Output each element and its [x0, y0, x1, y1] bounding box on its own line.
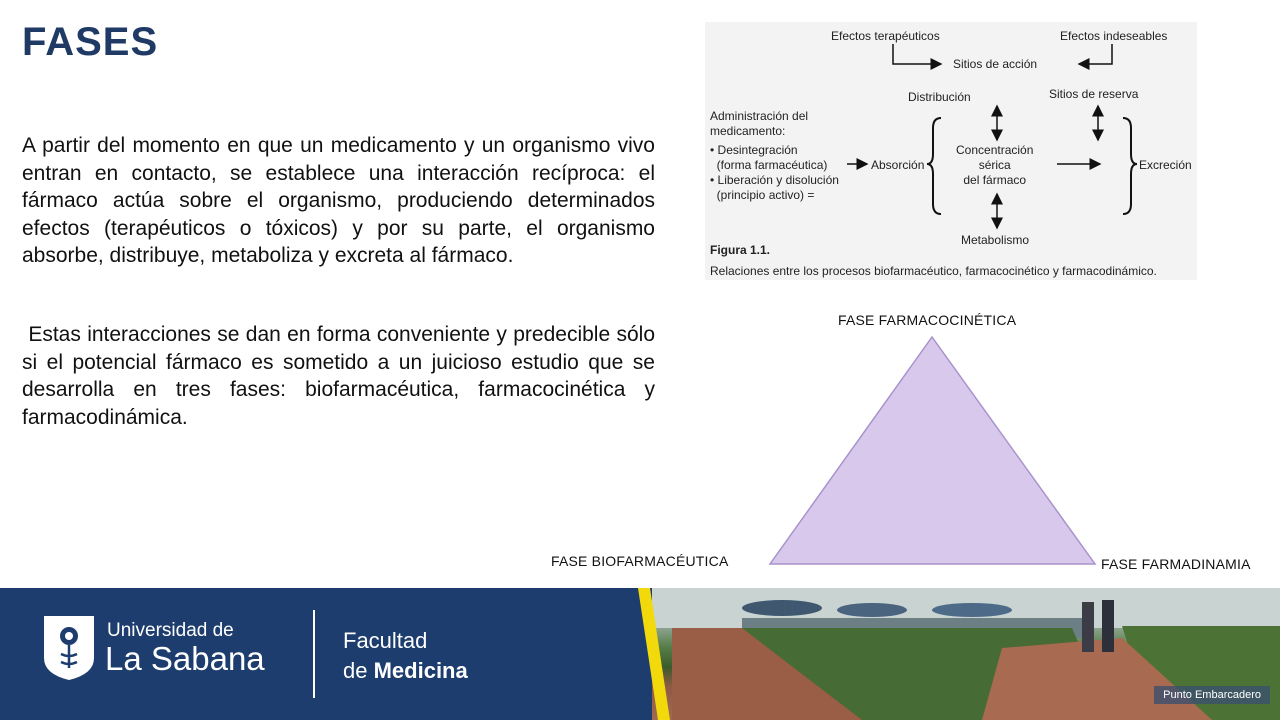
- phases-paragraph: Estas interacciones se dan en forma conveniente y predecible sólo si el potencial fármaco es sometido a un juicioso estudio que se desarrolla en tres fases: biofarmacéutica, farmacocinética y farmacodinámica.: [22, 323, 661, 429]
- university-brand-panel: [0, 588, 652, 720]
- faculty-prefix: de: [343, 658, 374, 683]
- administracion-label: Administración del medicamento:: [710, 109, 809, 138]
- university-name-line1: Universidad de: [107, 620, 234, 641]
- fase-farmacocinetica-label: FASE FARMACOCINÉTICA: [838, 312, 1017, 328]
- distribucion-label: Distribución: [908, 90, 971, 104]
- fase-farmadinamia-label: FASE FARMADINAMIA: [1101, 556, 1251, 572]
- location-badge: Punto Embarcadero: [1154, 686, 1270, 704]
- pharmacology-figure: [705, 22, 1197, 280]
- university-name-line2: La Sabana: [105, 640, 265, 677]
- desintegracion-label: • Desintegración (forma farmacéutica): [710, 143, 828, 172]
- figure-caption-title: Figura 1.1.: [710, 243, 771, 257]
- faculty-line1: Facultad: [343, 628, 428, 653]
- efectos-terapeuticos-label: Efectos terapéuticos: [831, 29, 940, 43]
- campus-photo: [652, 588, 1280, 720]
- metabolismo-label: Metabolismo: [961, 233, 1030, 247]
- concentracion-label: Concentración sérica del fármaco: [956, 143, 1034, 187]
- figure-caption-text: Relaciones entre los procesos biofarmacéutico, farmacocinético y farmacodinámico.: [710, 264, 1157, 278]
- phases-triangle: [760, 330, 1105, 570]
- university-shield-icon: [42, 614, 96, 682]
- slide-title: FASES: [22, 20, 159, 64]
- intro-paragraph: A partir del momento en que un medicamento y un organismo vivo entran en contacto, se establece una interacción recíproca: el fármaco actúa sobre el organismo, produciendo determinados efectos (terapéuticos o tóxicos) y por su parte, el organismo absorbe, distribuye, metaboliza y excreta al fármaco.: [22, 134, 655, 267]
- sitios-accion-label: Sitios de acción: [953, 57, 1038, 71]
- yellow-accent-stripe: [636, 588, 672, 720]
- faculty-bold: Medicina: [373, 658, 468, 683]
- faculty-line2: [343, 658, 468, 684]
- excrecion-label: Excreción: [1139, 158, 1192, 172]
- fase-biofarmaceutica-label: FASE BIOFARMACÉUTICA: [551, 553, 729, 569]
- efectos-indeseables-label: Efectos indeseables: [1060, 29, 1168, 43]
- footer-banner: [0, 588, 1280, 720]
- sitios-reserva-label: Sitios de reserva: [1049, 87, 1139, 101]
- absorcion-label: Absorción: [871, 158, 925, 172]
- liberacion-label: • Liberación y disolución (principio activo) =: [710, 173, 839, 202]
- brand-divider: [313, 610, 315, 698]
